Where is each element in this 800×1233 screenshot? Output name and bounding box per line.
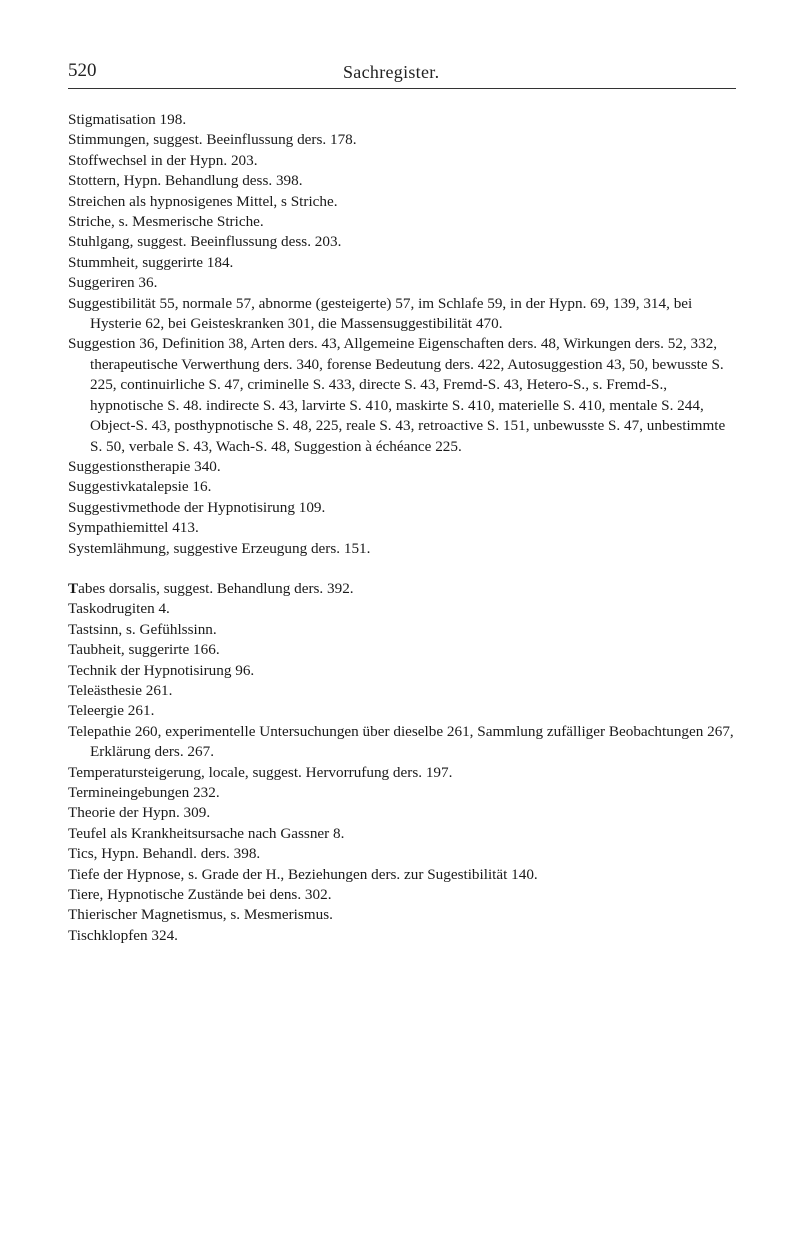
index-entry: Taubheit, suggerirte 166. [68,641,220,659]
index-section-t [68,579,736,946]
index-entry: Teufel als Krankheitsursache nach Gassner 8. [68,824,345,842]
index-entry: Teleergie 261. [68,702,155,720]
index-entry: Stummheit, suggerirte 184. [68,253,234,271]
index-entry: Stimmungen, suggest. Beeinflussung ders. 178. [68,131,357,149]
index-entry: Theorie der Hypn. 309. [68,804,211,822]
index-entry: Stoffwechsel in der Hypn. 203. [68,151,258,169]
index-entry: Taskodrugiten 4. [68,600,170,618]
page-number: 520 [68,60,97,81]
index-entry: Telepathie 260, experimentelle Untersuchungen über dieselbe 261, Sammlung zufälliger Beobachtungen 267, Erklärung ders. 267. [68,722,734,761]
index-entry-text: abes dorsalis, suggest. Behandlung ders. 392. [78,579,354,597]
index-entry: Stottern, Hypn. Behandlung dess. 398. [68,172,303,190]
index-entry: Suggestivmethode der Hypnotisirung 109. [68,498,326,516]
index-entry: Suggeriren 36. [68,274,158,292]
index-entry: Sympathiemittel 413. [68,519,199,537]
running-title: Sachregister. [343,62,440,82]
index-entry: Suggestion 36, Definition 38, Arten ders. 43, Allgemeine Eigenschaften ders. 48, Wirkungen ders. 52, 332, therapeutische Verwerthung ders. 340, forense Bedeutung ders. 422, Autosuggestion 43, 50, bewusste S. 225, continuirliche S. 47, criminelle S. 433, directe S. 43, Fremd-S. 43, Hetero-S., s. Fremd-S., hypnotische S. 48. indirecte S. 43, larvirte S. 410, maskirte S. 410, materielle S. 410, mentale S. 244, Object-S. 43, posthypnotische S. 48, 225, reale S. 43, retroactive S. 151, unbewusste S. 47, unbestimmte S. 50, verbale S. 43, Wach-S. 48, Suggestion à échéance 225. [68,335,726,455]
section-gap [68,559,736,579]
index-entry: Suggestibilität 55, normale 57, abnorme (gesteigerte) 57, im Schlafe 59, in der Hypn. 69, 139, 314, bei Hysterie 62, bei Geisteskranken 301, die Massensuggestibilität 470. [68,294,693,333]
index-body [68,110,736,946]
index-entry: Suggestivkatalepsie 16. [68,478,212,496]
index-entry: Tics, Hypn. Behandl. ders. 398. [68,845,261,863]
index-entry: Tastsinn, s. Gefühlssinn. [68,620,217,638]
index-entry: Teleästhesie 261. [68,681,173,699]
index-entry: Technik der Hypnotisirung 96. [68,661,255,679]
index-entry: Stigmatisation 198. [68,111,187,128]
index-entry: Stuhlgang, suggest. Beeinflussung dess. 203. [68,233,342,251]
index-entry: Temperatursteigerung, locale, suggest. Hervorrufung ders. 197. [68,763,453,781]
index-entry: Systemlähmung, suggestive Erzeugung ders. 151. [68,539,371,557]
index-entry: Tiere, Hypnotische Zustände bei dens. 302. [68,886,332,904]
index-entry [68,579,736,599]
section-initial: T [68,579,79,597]
index-entry: Tischklopfen 324. [68,926,178,944]
index-entry: Streichen als hypnosigenes Mittel, s Striche. [68,192,338,210]
index-entry: Striche, s. Mesmerische Striche. [68,213,264,231]
index-entry: Thierischer Magnetismus, s. Mesmerismus. [68,906,333,924]
page-header [68,60,736,89]
index-section-s [68,110,736,559]
index-entry: Tiefe der Hypnose, s. Grade der H., Beziehungen ders. zur Sugestibilität 140. [68,865,538,883]
index-entry: Termineingebungen 232. [68,784,220,801]
index-entry: Suggestionstherapie 340. [68,457,221,475]
